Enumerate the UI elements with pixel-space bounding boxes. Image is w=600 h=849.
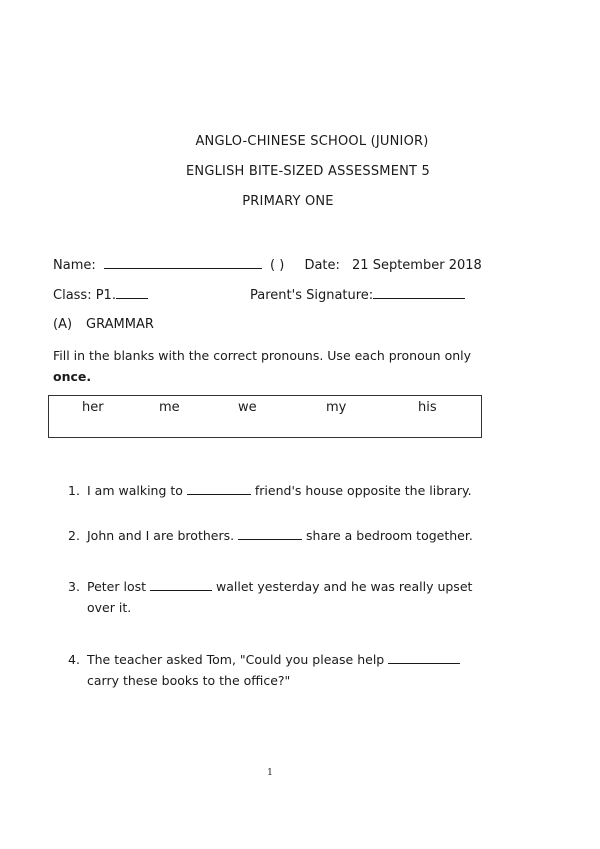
- section-title: GRAMMAR: [86, 317, 154, 332]
- answer-blank[interactable]: [150, 579, 212, 591]
- question-number: 1.: [68, 483, 80, 498]
- question-2: [68, 525, 488, 546]
- question-text-after: wallet yesterday and he was really upset over it.: [87, 579, 473, 615]
- signature-blank[interactable]: [373, 286, 465, 299]
- school-name: ANGLO-CHINESE SCHOOL (JUNIOR): [195, 134, 429, 149]
- class-blank[interactable]: [116, 286, 148, 299]
- name-blank[interactable]: [104, 256, 262, 269]
- section-tag: (A): [53, 317, 73, 332]
- question-text-before: I am walking to: [87, 483, 183, 498]
- word-bank-item: his: [418, 400, 437, 415]
- question-4: [68, 649, 488, 691]
- answer-blank[interactable]: [388, 652, 460, 664]
- answer-blank[interactable]: [238, 528, 302, 540]
- question-text-before: Peter lost: [87, 579, 147, 594]
- name-row: [53, 256, 482, 273]
- class-row: [53, 286, 148, 303]
- instruction-text: Fill in the blanks with the correct pronouns. Use each pronoun only: [53, 348, 472, 363]
- word-bank-item: her: [82, 400, 104, 415]
- instruction-emphasis: once.: [53, 369, 92, 384]
- word-bank-item: we: [238, 400, 257, 415]
- instructions: [53, 345, 533, 387]
- word-bank-box: [48, 395, 482, 438]
- index-number-parens: ( ): [270, 258, 285, 273]
- answer-blank[interactable]: [187, 483, 251, 495]
- assessment-title: ENGLISH BITE-SIZED ASSESSMENT 5: [185, 164, 430, 179]
- word-bank-item: me: [159, 400, 180, 415]
- name-label: Name:: [53, 258, 96, 273]
- section-heading: [53, 317, 154, 332]
- class-label: Class: P1.: [53, 288, 116, 303]
- date-value: 21 September 2018: [352, 258, 482, 273]
- word-bank-item: my: [326, 400, 347, 415]
- question-text-after: share a bedroom together.: [306, 528, 473, 543]
- page-number: 1: [267, 768, 273, 778]
- question-number: 2.: [68, 528, 80, 543]
- question-number: 4.: [68, 652, 80, 667]
- signature-row: [250, 286, 465, 303]
- question-text-before: John and I are brothers.: [87, 528, 235, 543]
- question-text-after: carry these books to the office?": [87, 673, 291, 688]
- date-label: Date:: [304, 258, 340, 273]
- question-1: [68, 480, 488, 501]
- question-text-after: friend's house opposite the library.: [254, 483, 472, 498]
- question-3: [68, 576, 488, 618]
- question-text-before: The teacher asked Tom, "Could you please help: [87, 652, 385, 667]
- signature-label: Parent's Signature:: [250, 288, 374, 303]
- grade-level: PRIMARY ONE: [242, 194, 334, 209]
- question-number: 3.: [68, 579, 80, 594]
